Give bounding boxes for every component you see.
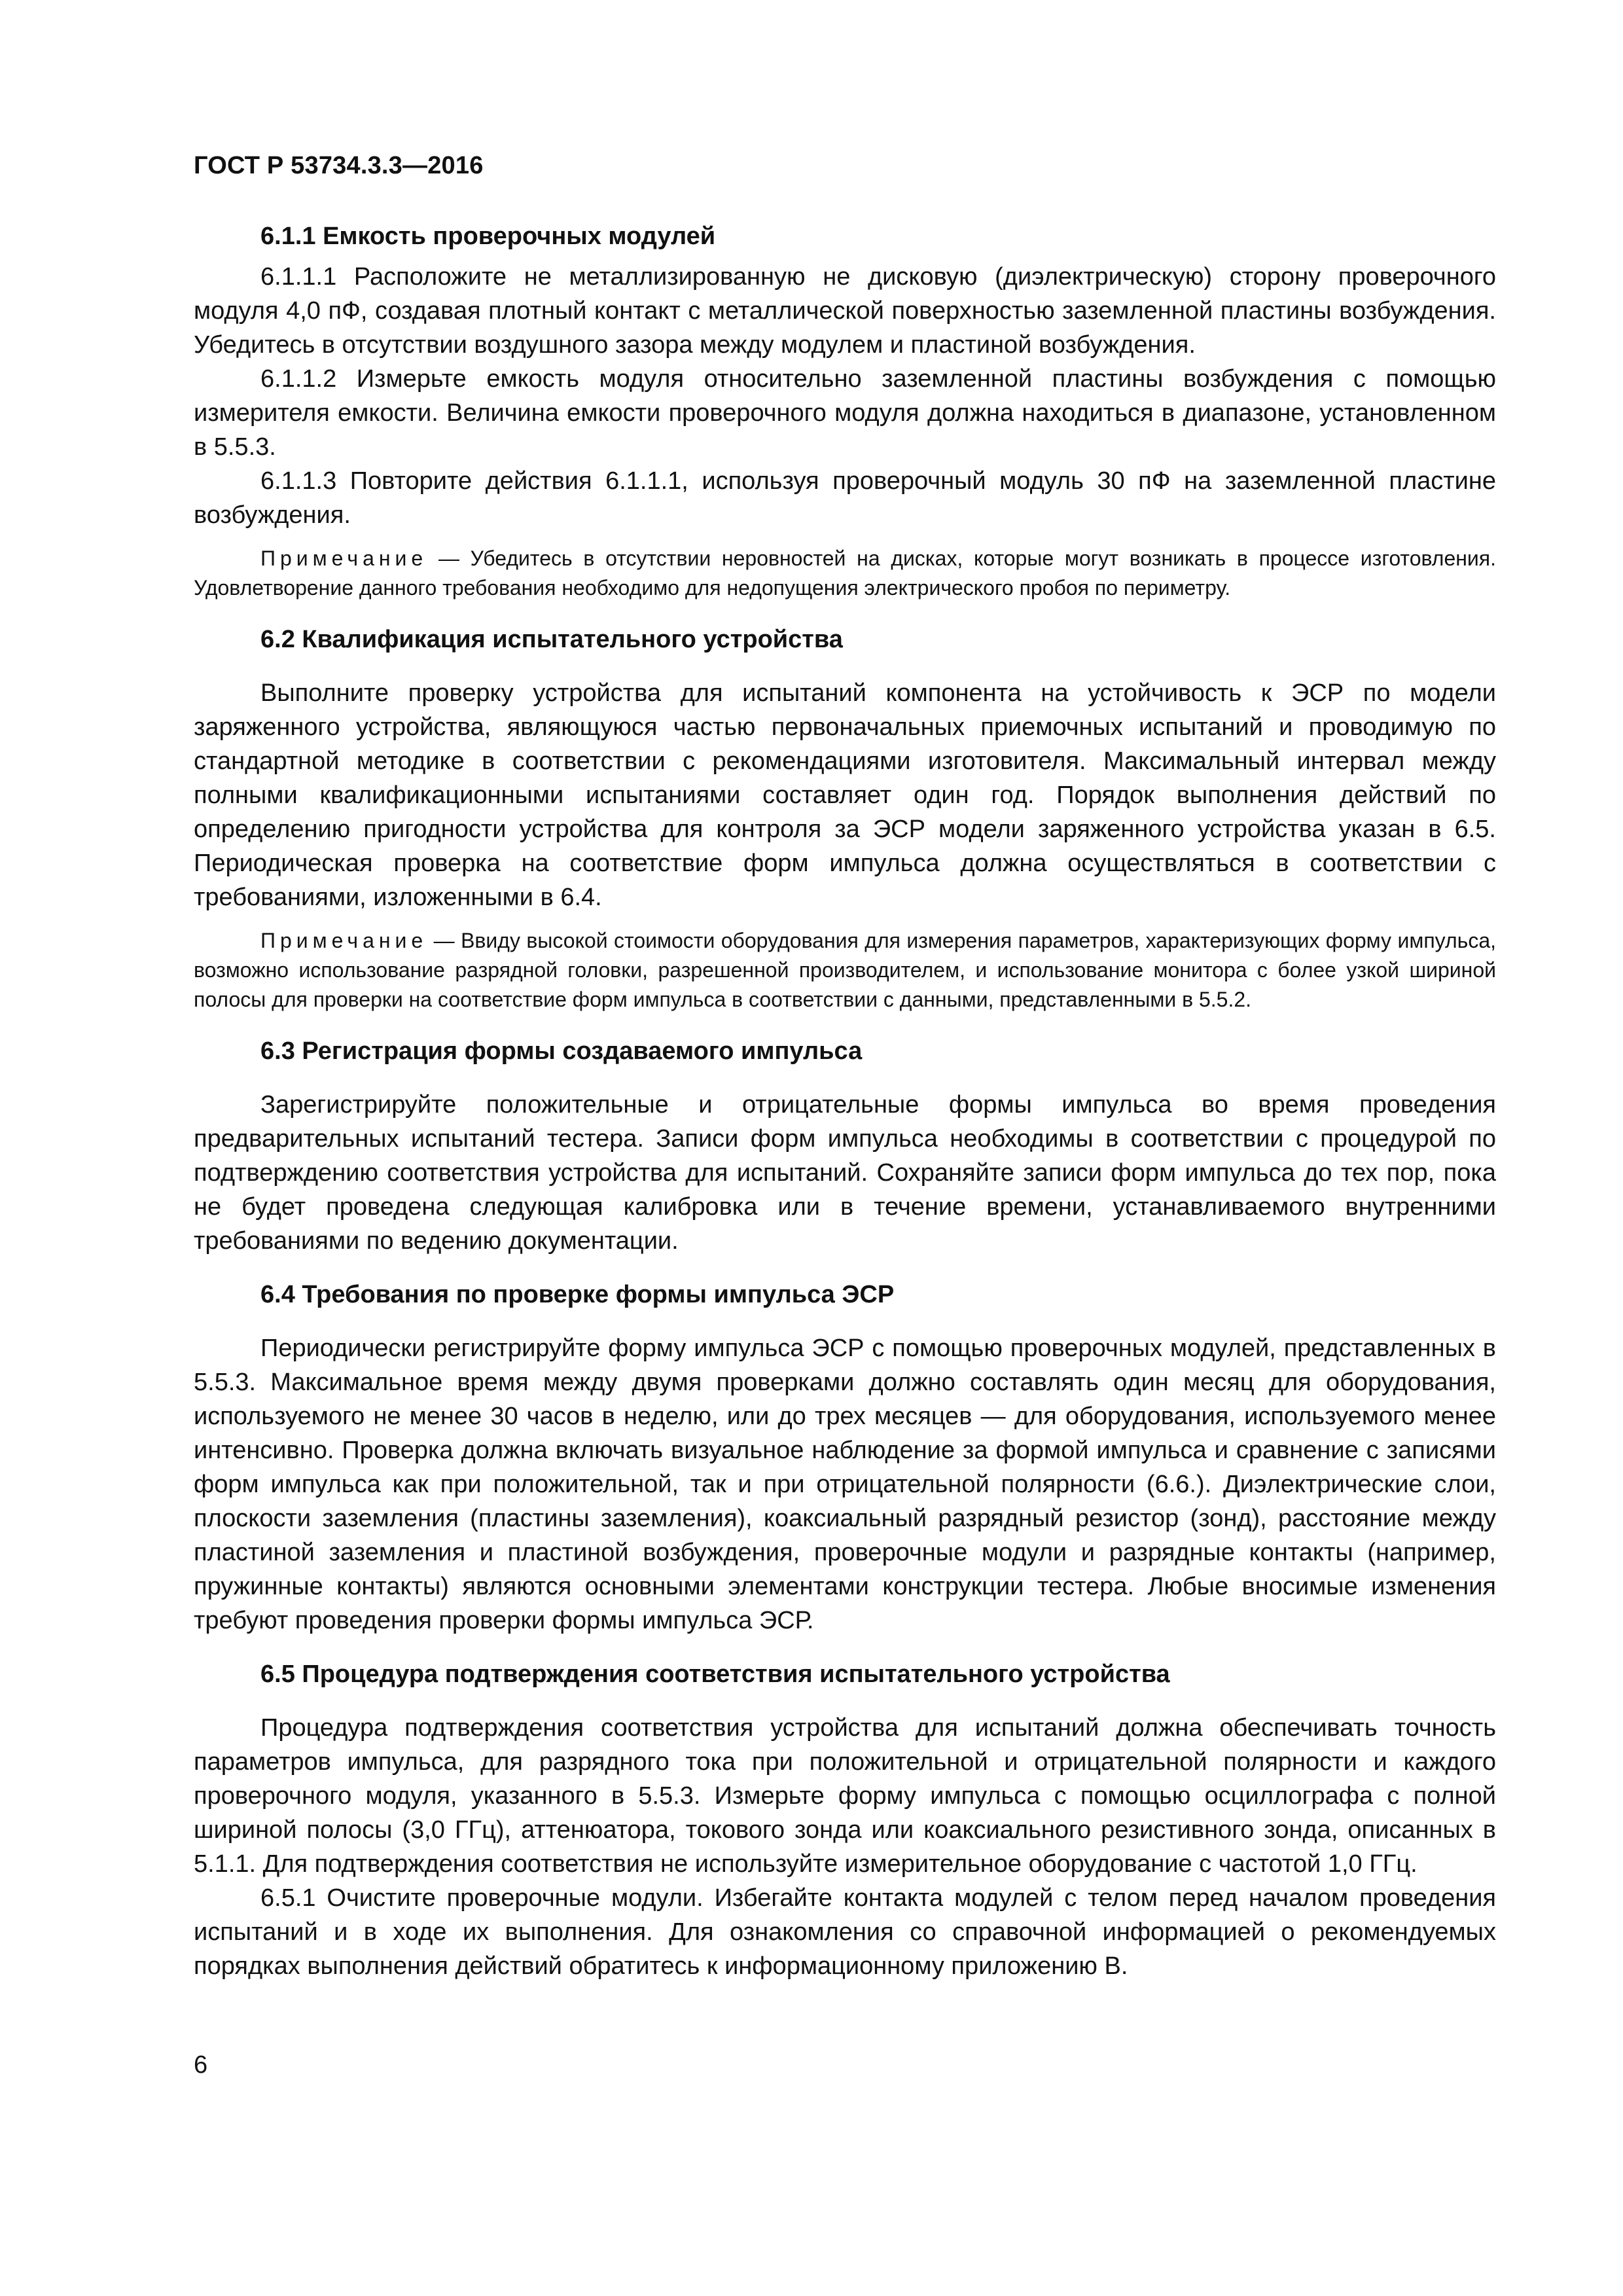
paragraph-6-1-1-1: 6.1.1.1 Расположите не металлизированную не дисковую (диэлектрическую) сторону проверочного модуля 4,0 пФ, создавая плотный контакт с металлической поверхностью заземленной пластины возбуждения. Убедитесь в отсутствии воздушного зазора между модулем и пластиной возбуждения. — [194, 263, 1496, 359]
paragraph-6-1-1-2: 6.1.1.2 Измерьте емкость модуля относительно заземленной пластины возбуждения с помощью измерителя емкости. Величина емкости проверочного модуля должна находиться в диапазоне, установленном в 5.5.3. — [194, 365, 1496, 461]
paragraph-6-5-1: 6.5.1 Очистите проверочные модули. Избегайте контакта модулей с телом перед началом проведения испытаний и в ходе их выполнения. Для ознакомления со справочной информацией о рекомендуемых порядках выполнения действий обратитесь к информационному приложению В. — [194, 1884, 1496, 1980]
note-label: Примечание — [260, 929, 428, 952]
note-6-1-1 — [194, 544, 1496, 603]
note-label: Примечание — [260, 547, 428, 570]
section-heading-6-4: 6.4 Требования по проверке формы импульса ЭСР — [260, 1281, 895, 1308]
document-header: ГОСТ Р 53734.3.3—2016 — [194, 152, 484, 179]
note-text: — Убедитесь в отсутствии неровностей на дисках, которые могут возникать в процессе изготовления. Удовлетворение данного требования необходимо для недопущения электрического пробоя по периметру. — [194, 547, 1496, 600]
paragraph-6-3: Зарегистрируйте положительные и отрицательные формы импульса во время проведения предварительных испытаний тестера. Записи форм импульса необходимы в соответствии с процедурой по подтверждению соответствия устройства для испытаний. Сохраняйте записи форм импульса до тех пор, пока не будет проведена следующая калибровка или в течение времени, устанавливаемого внутренними требованиями по ведению документации. — [194, 1091, 1496, 1255]
section-heading-6-1-1: 6.1.1 Емкость проверочных модулей — [260, 223, 716, 250]
page-number: 6 — [194, 2051, 208, 2079]
note-text: — Ввиду высокой стоимости оборудования для измерения параметров, характеризующих форму импульса, возможно использование разрядной головки, разрешенной производителем, и использование монитора с более узкой шириной полосы для проверки на соответствие форм импульса в соответствии с данными, представленными в 5.5.2. — [194, 929, 1496, 1011]
document-body — [194, 219, 1496, 1983]
paragraph-6-2: Выполните проверку устройства для испытаний компонента на устойчивость к ЭСР по модели заряженного устройства, являющуюся частью первоначальных приемочных испытаний и проводимую по стандартной методике в соответствии с рекомендациями изготовителя. Максимальный интервал между полными квалификационными испытаниями составляет один год. Порядок выполнения действий по определению пригодности устройства для контроля за ЭСР модели заряженного устройства указан в 6.5. Периодическая проверка на соответствие форм импульса должна осуществляться в соответствии с требованиями, изложенными в 6.4. — [194, 679, 1496, 911]
section-heading-6-5: 6.5 Процедура подтверждения соответствия испытательного устройства — [260, 1660, 1170, 1688]
paragraph-6-5: Процедура подтверждения соответствия устройства для испытаний должна обеспечивать точность параметров импульса, для разрядного тока при положительной и отрицательной полярности и каждого проверочного модуля, указанного в 5.5.3. Измерьте форму импульса с помощью осциллографа с полной шириной полосы (3,0 ГГц), аттенюатора, токового зонда или коаксиального резистивного зонда, описанных в 5.1.1. Для подтверждения соответствия не используйте измерительное оборудование с частотой 1,0 ГГц. — [194, 1714, 1496, 1878]
paragraph-6-4: Периодически регистрируйте форму импульса ЭСР с помощью проверочных модулей, представленных в 5.5.3. Максимальное время между двумя проверками должно составлять один месяц для оборудования, используемого не менее 30 часов в неделю, или до трех месяцев — для оборудования, используемого менее интенсивно. Проверка должна включать визуальное наблюдение за формой импульса и сравнение с записями форм импульса как при положительной, так и при отрицательной полярности (6.6.). Диэлектрические слои, плоскости заземления (пластины заземления), коаксиальный разрядный резистор (зонд), расстояние между пластиной заземления и пластиной возбуждения, проверочные модули и разрядные контакты (например, пружинные контакты) являются основными элементами конструкции тестера. Любые вносимые изменения требуют проведения проверки формы импульса ЭСР. — [194, 1335, 1496, 1634]
paragraph-6-1-1-3: 6.1.1.3 Повторите действия 6.1.1.1, используя проверочный модуль 30 пФ на заземленной пластине возбуждения. — [194, 467, 1496, 529]
note-6-2 — [194, 926, 1496, 1014]
section-heading-6-2: 6.2 Квалификация испытательного устройства — [260, 626, 843, 653]
section-heading-6-3: 6.3 Регистрация формы создаваемого импульса — [260, 1037, 863, 1065]
